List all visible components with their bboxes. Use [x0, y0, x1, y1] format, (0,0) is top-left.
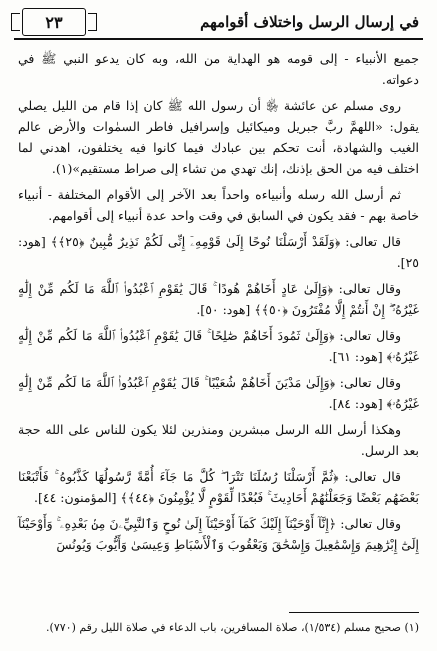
verse-hud-50: وقال تعالى: ﴿وَإِلَىٰ عَادٍ أَخَاهُمْ هُودًا ۚ قَالَ يَٰقَوْمِ ٱعْبُدُوا۟ ٱللَّهَ مَا لَكُم مِّنْ إِلَٰهٍ غَيْرُهُۥٓ ۖ إِنْ أَنتُمْ إِلَّا مُفْتَرُونَ ﴿٥٠﴾﴾ [هود: ٥٠]. [18, 281, 419, 317]
paragraph-messengers: وهكذا أرسل الله الرسل مبشرين ومنذرين لئلا يكون للناس على الله حجة بعد الرسل. [18, 422, 419, 458]
page-number: ٢٣ [45, 12, 63, 32]
footnote: (١) صحيح مسلم (١/٥٣٤)، صلاة المسافرين، باب الدعاء في صلاة الليل رقم (٧٧٠). [46, 621, 419, 634]
page-number-frame [22, 8, 86, 36]
verse-hud-25: قال تعالى: ﴿وَلَقَدْ أَرْسَلْنَا نُوحًا إِلَىٰ قَوْمِهِۦٓ إِنِّى لَكُمْ نَذِيرٌ مُّبِينٌ ﴿٢٥﴾﴾ [هود: ٢٥]. [18, 234, 419, 270]
running-title: في إرسال الرسل واختلاف أقوامهم [200, 13, 419, 31]
verse-muminun-44: قال تعالى: ﴿ثُمَّ أَرْسَلْنَا رُسُلَنَا تَتْرَا ۖ كُلَّ مَا جَآءَ أُمَّةً رَّسُولُهَا كَذَّبُوهُ ۚ فَأَتْبَعْنَا بَعْضَهُم بَعْضًا وَجَعَلْنَٰهُمْ أَحَادِيثَ ۚ فَبُعْدًا لِّقَوْمٍ لَّا يُؤْمِنُونَ ﴿٤٤﴾﴾ [المؤمنون: ٤٤]. [18, 469, 419, 505]
verse-hud-84: وقال تعالى: ﴿وَإِلَىٰ مَدْيَنَ أَخَاهُمْ شُعَيْبًا ۚ قَالَ يَٰقَوْمِ ٱعْبُدُوا۟ ٱللَّهَ مَا لَكُم مِّنْ إِلَٰهٍ غَيْرُهُۥ﴾ [هود: ٨٤]. [18, 375, 419, 411]
paragraph-prophets: ثم أرسل الله رسله وأنبياءه واحداً بعد الآخر إلى الأقوام المختلفة - أنبياء خاصة بهم - فقد يكون في السابق في وقت واحد عدة أنبياء إلى أقوامهم. [18, 187, 419, 223]
verse-nisa-163: وقال تعالى: ﴿إِنَّآ أَوْحَيْنَآ إِلَيْكَ كَمَآ أَوْحَيْنَآ إِلَىٰ نُوحٍ وَٱلنَّبِيِّۦنَ مِنۢ بَعْدِهِۦ ۚ وَأَوْحَيْنَآ إِلَىٰٓ إِبْرَٰهِيمَ وَإِسْمَٰعِيلَ وَإِسْحَٰقَ وَيَعْقُوبَ وَٱلْأَسْبَاطِ وَعِيسَىٰ وَأَيُّوبَ وَيُونُسَ [18, 516, 419, 552]
paragraph-hadith: روى مسلم عن عائشة ﵂ أن رسول الله ﷺ كان إذا قام من الليل يصلي يقول: «اللهمَّ ربَّ جبريل وميكائيل وإسرافيل فاطر السمٰوات والأرض عالم الغيب والشهادة، أنت تحكم بين عبادك فيما كانوا فيه يختلفون، اهدني لما اختلف فيه من الحق بإذنك، إنك تهدي من تشاء إلى صراط مستقيم»(١). [18, 98, 419, 176]
page-header [14, 8, 423, 40]
footnote-divider [289, 612, 419, 613]
paragraph-continuation: جميع الأنبياء - إلى قومه هو الهداية من الله، وبه كان يدعو النبي ﷺ في دعواته. [18, 51, 419, 87]
page-body [18, 48, 419, 560]
verse-hud-61: وقال تعالى: ﴿وَإِلَىٰ ثَمُودَ أَخَاهُمْ صَٰلِحًا ۚ قَالَ يَٰقَوْمِ ٱعْبُدُوا۟ ٱللَّهَ مَا لَكُم مِّنْ إِلَٰهٍ غَيْرُهُۥ﴾ [هود: ٦١]. [18, 328, 419, 364]
